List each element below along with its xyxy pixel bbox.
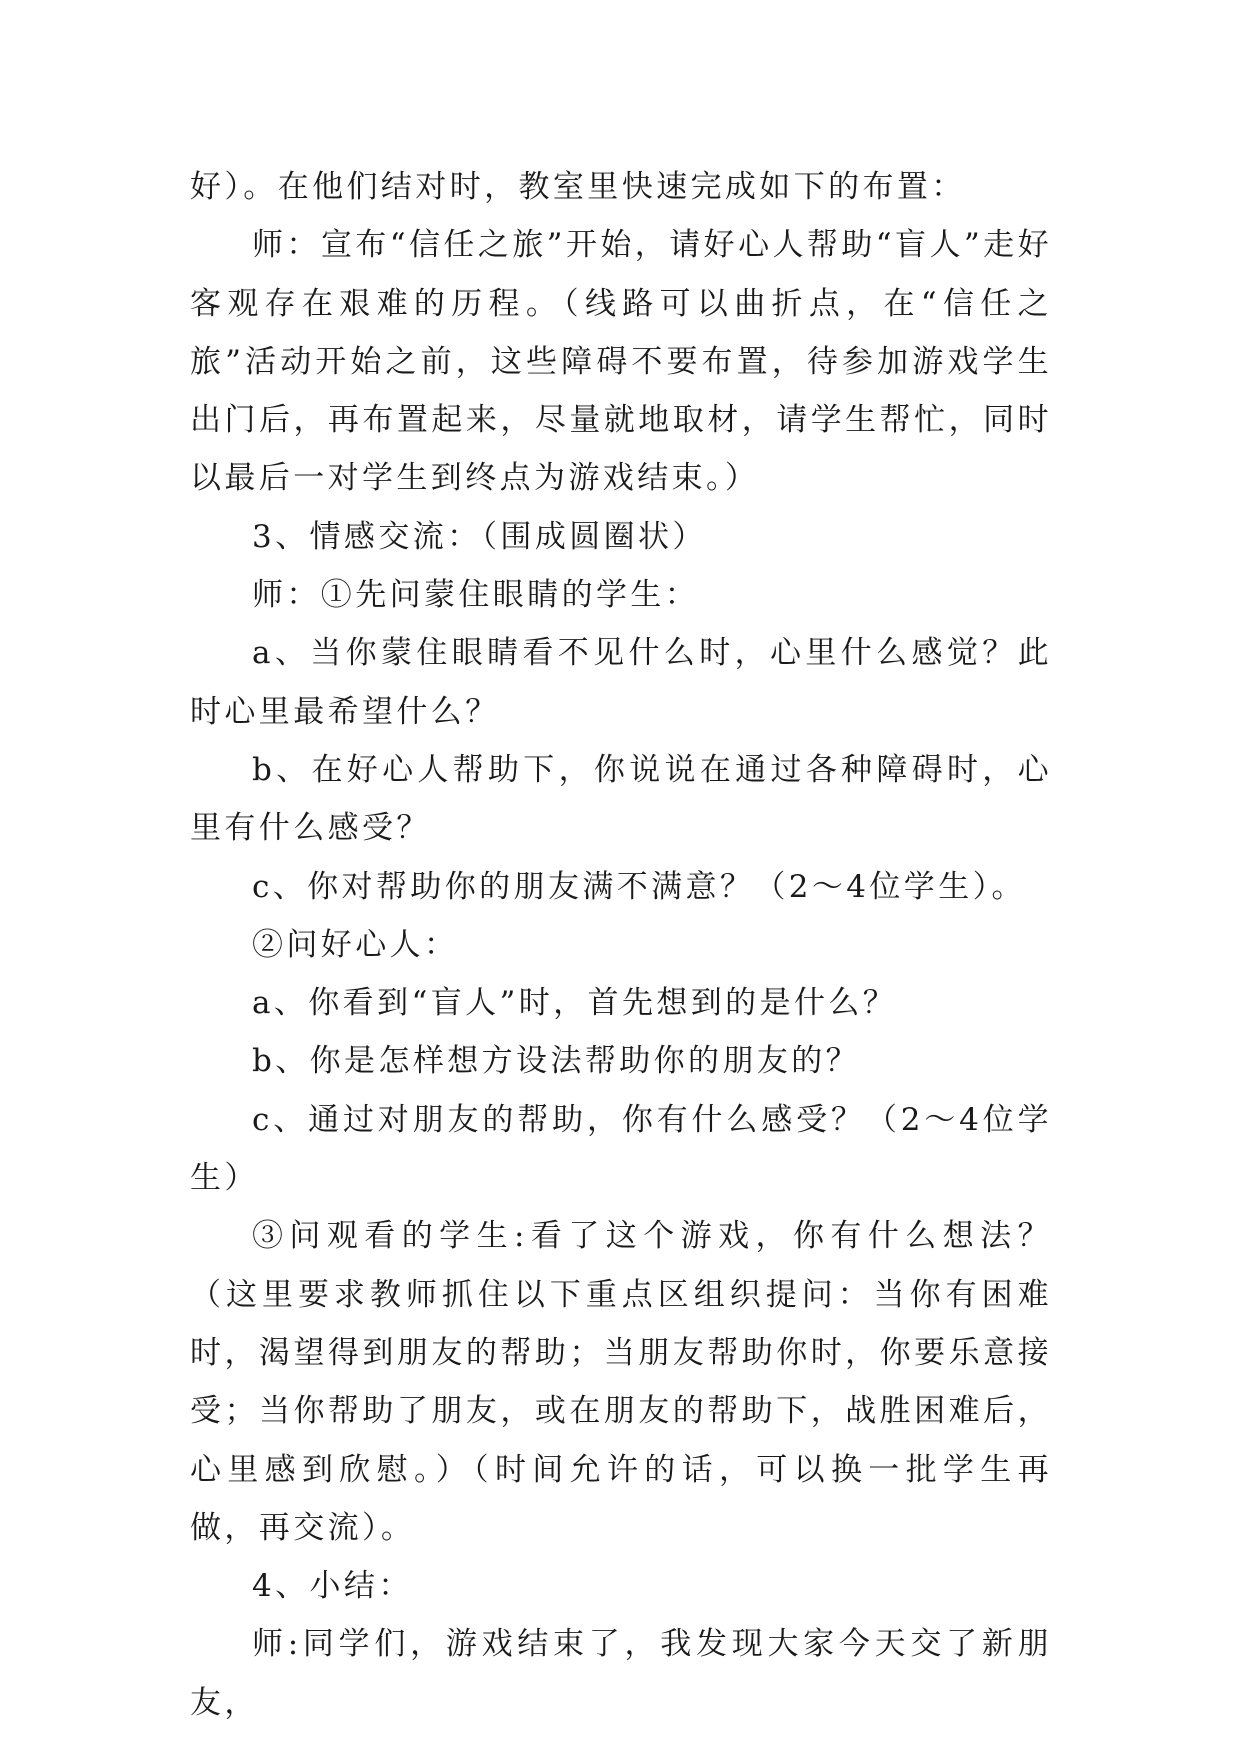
paragraph-14: 师:同学们，游戏结束了，我发现大家今天交了新朋友， <box>190 1626 1052 1721</box>
paragraph-12: ③问观看的学生:看了这个游戏，你有什么想法？（这里要求教师抓住以下重点区组织提问：当你有困难时，渴望得到朋友的帮助；当朋友帮助你时，你要乐意接受；当你帮助了朋友，或在朋友的帮助下，战胜困难后，心里感到欣慰。）（时间允许的话，可以换一批学生再做，再交流）。 <box>190 1218 1052 1546</box>
paragraph-2: 师：宣布“信任之旅”开始，请好心人帮助“盲人”走好客观存在艰难的历程。（线路可以曲折点，在“信任之旅”活动开始之前，这些障碍不要布置，待参加游戏学生出门后，再布置起来，尽量就地取材，请学生帮忙，同时以最后一对学生到终点为游戏结束。） <box>190 227 1052 497</box>
paragraph-4: 师：①先问蒙住眼睛的学生： <box>252 577 700 614</box>
paragraph-5: a、当你蒙住眼睛看不见什么时，心里什么感觉？此时心里最希望什么？ <box>190 635 1052 730</box>
paragraph-6: b、在好心人帮助下，你说说在通过各种障碍时，心里有什么感受？ <box>190 751 1052 847</box>
paragraph-8: ②问好心人： <box>252 926 459 963</box>
paragraph-11: c、通过对朋友的帮助，你有什么感受？（2～4位学生） <box>190 1101 1052 1197</box>
paragraph-10: b、你是怎样想方设法帮助你的朋友的？ <box>252 1043 861 1080</box>
paragraph-1: 好）。在他们结对时，教室里快速完成如下的布置： <box>190 169 966 205</box>
paragraph-7: c、你对帮助你的朋友满不满意？（2～4位学生）。 <box>252 868 1026 905</box>
paragraph-13: 4、小结： <box>252 1568 413 1605</box>
paragraph-3: 3、情感交流：（围成圆圈状） <box>252 518 707 555</box>
document-body <box>190 158 1052 1732</box>
paragraph-9: a、你看到“盲人”时，首先想到的是什么？ <box>252 985 898 1022</box>
